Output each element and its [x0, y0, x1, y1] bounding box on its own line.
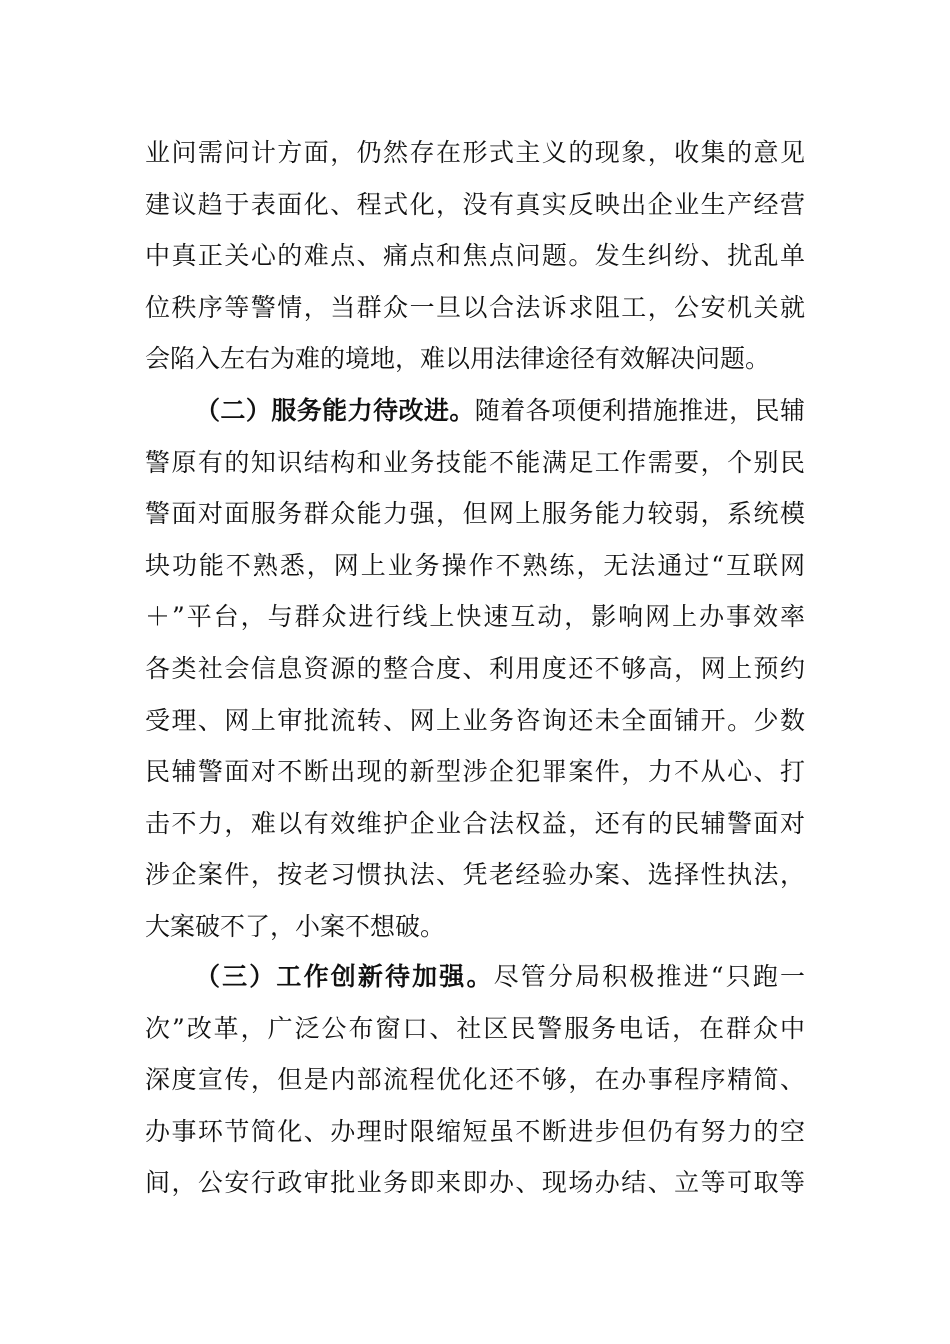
text-line: 业问需问计方面，仍然存在形式主义的现象，收集的意见 — [145, 138, 805, 167]
text-line: 块功能不熟悉，网上业务操作不熟练，无法通过“互联网 — [145, 550, 805, 580]
text-line: 警面对面服务群众能力强，但网上服务能力较弱，系统模 — [145, 499, 805, 529]
text-line: ＋”平台，与群众进行线上快速互动，影响网上办事效率 — [145, 602, 805, 632]
heading-line-rest: 尽管分局积极推进“只跑一 — [493, 962, 805, 991]
text-line: 位秩序等警情，当群众一旦以合法诉求阻工，公安机关就 — [145, 292, 805, 322]
text-line: 警原有的知识结构和业务技能不能满足工作需要，个别民 — [145, 447, 805, 477]
text-line: 涉企案件，按老习惯执法、凭老经验办案、选择性执法， — [145, 860, 805, 890]
text-line — [145, 385, 805, 437]
paragraph-work-innovation — [145, 951, 805, 1209]
text-line: 次”改革，广泛公布窗口、社区民警服务电话，在群众中 — [145, 1013, 805, 1043]
text-line: 大案破不了，小案不想破。 — [145, 911, 446, 941]
section-heading: （三）工作创新待加强。 — [195, 962, 494, 991]
text-line: 建议趋于表面化、程式化，没有真实反映出企业生产经营 — [145, 189, 805, 219]
text-line: 会陷入左右为难的境地，难以用法律途径有效解决问题。 — [145, 344, 771, 374]
text-line: 民辅警面对不断出现的新型涉企犯罪案件，力不从心、打 — [145, 757, 805, 787]
text-line: 办事环节简化、办理时限缩短虽不断进步但仍有努力的空 — [145, 1116, 805, 1146]
text-line: 击不力，难以有效维护企业合法权益，还有的民辅警面对 — [145, 808, 805, 838]
text-line: 深度宣传，但是内部流程优化还不够，在办事程序精简、 — [145, 1065, 805, 1095]
heading-line-rest: 随着各项便利措施推进，民辅 — [474, 396, 805, 425]
text-line: 间，公安行政审批业务即来即办、现场办结、立等可取等 — [145, 1168, 805, 1198]
text-line: 受理、网上审批流转、网上业务咨询还未全面铺开。少数 — [145, 705, 805, 735]
section-heading: （二）服务能力待改进。 — [195, 396, 475, 425]
text-line: 中真正关心的难点、痛点和焦点问题。发生纠纷、扰乱单 — [145, 241, 805, 271]
paragraph-service-capability — [145, 385, 805, 953]
text-line — [145, 951, 805, 1003]
text-line: 各类社会信息资源的整合度、利用度还不够高，网上预约 — [145, 653, 805, 683]
paragraph-continuation — [145, 127, 805, 385]
